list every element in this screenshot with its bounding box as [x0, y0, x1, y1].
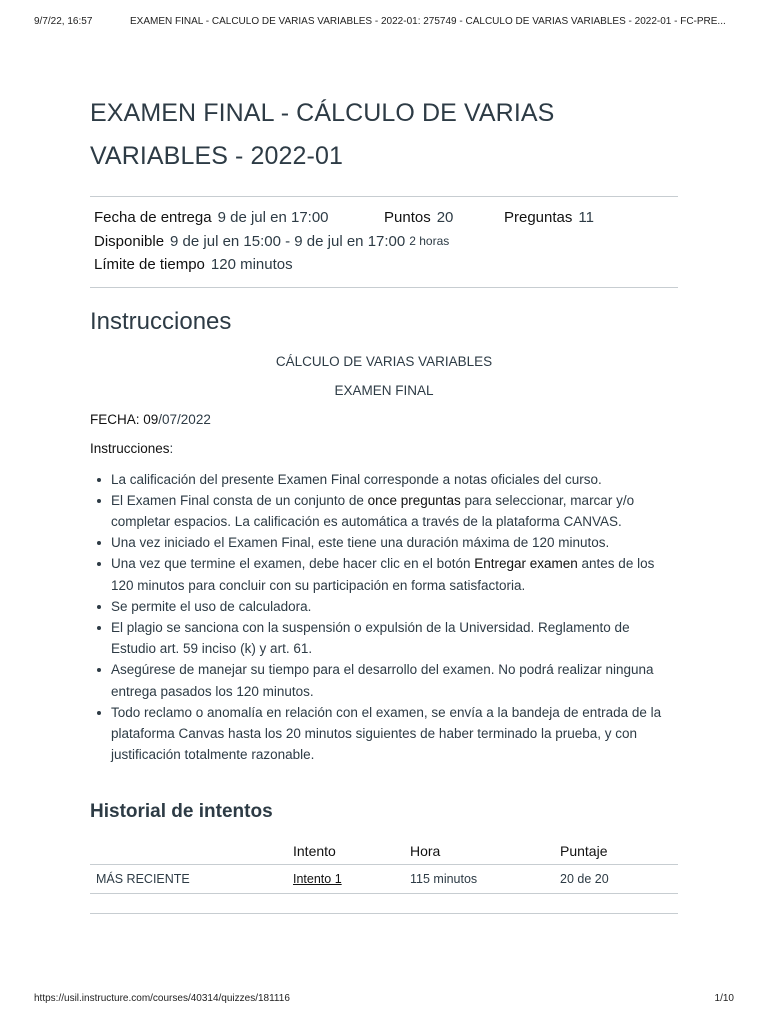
table-header-row: [90, 837, 678, 865]
instructions-subheading-label: Instrucciones: [90, 440, 170, 456]
exam-name: EXAMEN FINAL: [334, 382, 434, 398]
print-header: [34, 16, 734, 27]
available-duration: 2 horas: [409, 234, 450, 249]
course-name: CÁLCULO DE VARIAS VARIABLES: [275, 353, 493, 369]
details-row-3: [94, 253, 674, 277]
column-header-empty: [90, 837, 287, 865]
attempt-history-heading: Historial de intentos: [90, 801, 273, 823]
list-item: Asegúrese de manejar su tiempo para el desarrollo del examen. No podrá realizar ninguna entrega pasados los 120 minutos.: [111, 659, 678, 701]
list-item: Una vez que termine el examen, debe hacer clic en el botón Entregar examen antes de los 120 minutos para concluir con su participación en forma satisfactoria.: [111, 553, 678, 595]
bold-text: once preguntas: [367, 492, 461, 508]
list-item: Todo reclamo o anomalía en relación con el examen, se envía a la bandeja de entrada de la plataforma Canvas hasta los 20 minutos siguientes de haber terminado la prueba, y con justificación totalmente razonable.: [111, 702, 678, 766]
time-limit-value: 120 minutos: [210, 256, 293, 274]
exam-date-rest: /07/2022: [158, 411, 211, 427]
print-footer: [34, 993, 734, 1004]
divider: [90, 913, 678, 914]
instructions-subheading: Instrucciones:: [90, 440, 174, 456]
points-value: 20: [436, 209, 454, 227]
print-date: 9/7/22, 16:57: [34, 16, 93, 27]
attempt-link[interactable]: Intento 1: [287, 865, 404, 894]
details-row-2: [94, 230, 674, 254]
exam-date-label: FECHA: 09: [90, 411, 159, 427]
column-header-time: Hora: [404, 837, 554, 865]
questions-label: Preguntas: [504, 209, 573, 227]
details-row-1: [94, 206, 674, 230]
attempt-status-label: MÁS RECIENTE: [90, 865, 287, 894]
instructions-heading: Instrucciones: [90, 307, 232, 335]
column-header-score: Puntaje: [554, 837, 678, 865]
list-item: La calificación del presente Examen Final corresponde a notas oficiales del curso.: [111, 469, 678, 490]
list-item: El Examen Final consta de un conjunto de once preguntas para seleccionar, marcar y/o completar espacios. La calificación es automática a través de la plataforma CANVAS.: [111, 490, 678, 532]
available-value: 9 de jul en 15:00 - 9 de jul en 17:00: [170, 232, 406, 250]
instructions-list: [111, 469, 678, 766]
quiz-content: [90, 92, 678, 914]
attempt-time: 115 minutos: [404, 865, 554, 894]
exam-date: [90, 412, 678, 427]
attempt-history-table: [90, 837, 678, 894]
quiz-details: [90, 196, 678, 288]
list-item: Una vez iniciado el Examen Final, este tiene una duración máxima de 120 minutos.: [111, 532, 678, 553]
bold-text: Entregar examen: [474, 556, 578, 572]
print-page-number: 1/10: [714, 993, 734, 1004]
quiz-title: [90, 92, 678, 178]
available-label: Disponible: [94, 232, 165, 250]
list-item: El plagio se sanciona con la suspensión o expulsión de la Universidad. Reglamento de Estudio art. 59 inciso (k) y art. 61.: [111, 617, 678, 659]
due-label: Fecha de entrega: [94, 209, 212, 227]
questions-value: 11: [578, 209, 594, 227]
print-page-title: EXAMEN FINAL - CÁLCULO DE VARIAS VARIABLES - 2022-01: 275749 - CÁLCULO DE VARIAS VARIABLES - 2022-01 - FC-PRE...: [130, 16, 726, 27]
points-label: Puntos: [384, 209, 431, 227]
list-item: Se permite el uso de calculadora.: [111, 596, 678, 617]
print-url: https://usil.instructure.com/courses/40314/quizzes/181116: [34, 993, 290, 1004]
due-value: 9 de jul en 17:00: [217, 209, 329, 227]
quiz-title-line2: VARIABLES - 2022-01: [90, 142, 343, 170]
time-limit-label: Límite de tiempo: [94, 256, 205, 274]
attempt-score: 20 de 20: [554, 865, 678, 894]
quiz-title-line1: EXAMEN FINAL - CÁLCULO DE VARIAS: [90, 99, 555, 127]
column-header-attempt: Intento: [287, 837, 404, 865]
table-row: [90, 865, 678, 894]
